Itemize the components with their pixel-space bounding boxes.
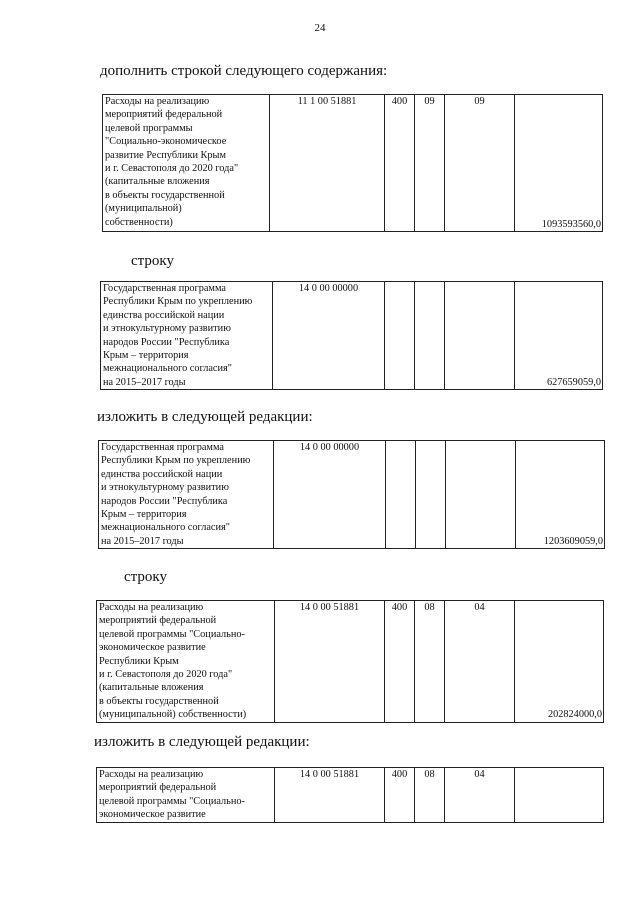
subsection-cell: [445, 282, 515, 390]
amount-cell: 1203609059,0: [516, 441, 605, 549]
program-name-cell: Расходы на реализацию мероприятий федеральной целевой программы "Социально- экономическое развитие Республики Крым и г. Севастополя до 2020 года" (капитальные вложения в объекты государственной (муниципальной) собственности): [97, 601, 275, 723]
program-name-cell: Расходы на реализацию мероприятий федеральной целевой программы "Социально-экономическое развитие Республики Крым и г. Севастополя до 2020 года" (капитальные вложения в объекты государственной (муниципальной) собственности): [103, 95, 270, 232]
table-row: [97, 768, 604, 823]
heading-row-label-2: строку: [124, 569, 167, 585]
section-cell: [416, 441, 446, 549]
heading-add-row: дополнить строкой следующего содержания:: [100, 63, 388, 79]
subsection-cell: 04: [445, 768, 515, 823]
page-number: 24: [314, 22, 326, 34]
section-cell: 09: [415, 95, 445, 232]
subsection-cell: [446, 441, 516, 549]
program-name-cell: Государственная программа Республики Крым по укреплению единства российской нации и этнокультурному развитию народов России "Республика Крым – территория межнационального согласия" на 2015–2017 годы: [101, 282, 273, 390]
table-row: [97, 601, 604, 723]
expense-type-cell: 400: [385, 768, 415, 823]
section-cell: [415, 282, 445, 390]
budget-table-3: [98, 440, 605, 549]
amount-cell: [515, 768, 604, 823]
program-name-cell: Государственная программа Республики Крым по укреплению единства российской нации и этнокультурному развитию народов России "Республика Крым – территория межнационального согласия" на 2015–2017 годы: [99, 441, 274, 549]
budget-table-5: [96, 767, 604, 823]
amount-cell: 627659059,0: [515, 282, 603, 390]
heading-new-edition: изложить в следующей редакции:: [97, 409, 313, 425]
expense-type-cell: [385, 282, 415, 390]
heading-new-edition-2: изложить в следующей редакции:: [94, 734, 310, 750]
budget-table-2: [100, 281, 603, 390]
target-article-cell: 11 1 00 51881: [270, 95, 385, 232]
subsection-cell: 09: [445, 95, 515, 232]
heading-row-label: строку: [131, 253, 174, 269]
expense-type-cell: 400: [385, 95, 415, 232]
amount-cell: 1093593560,0: [515, 95, 603, 232]
subsection-cell: 04: [445, 601, 515, 723]
budget-table-1: [102, 94, 603, 232]
program-name-cell: Расходы на реализацию мероприятий федеральной целевой программы "Социально- экономическое развитие: [97, 768, 275, 823]
section-cell: 08: [415, 601, 445, 723]
table-row: [103, 95, 603, 232]
expense-type-cell: [386, 441, 416, 549]
amount-cell: 202824000,0: [515, 601, 604, 723]
target-article-cell: 14 0 00 51881: [275, 601, 385, 723]
table-row: [99, 441, 605, 549]
target-article-cell: 14 0 00 00000: [274, 441, 386, 549]
table-row: [101, 282, 603, 390]
expense-type-cell: 400: [385, 601, 415, 723]
target-article-cell: 14 0 00 00000: [273, 282, 385, 390]
section-cell: 08: [415, 768, 445, 823]
budget-table-4: [96, 600, 604, 723]
target-article-cell: 14 0 00 51881: [275, 768, 385, 823]
